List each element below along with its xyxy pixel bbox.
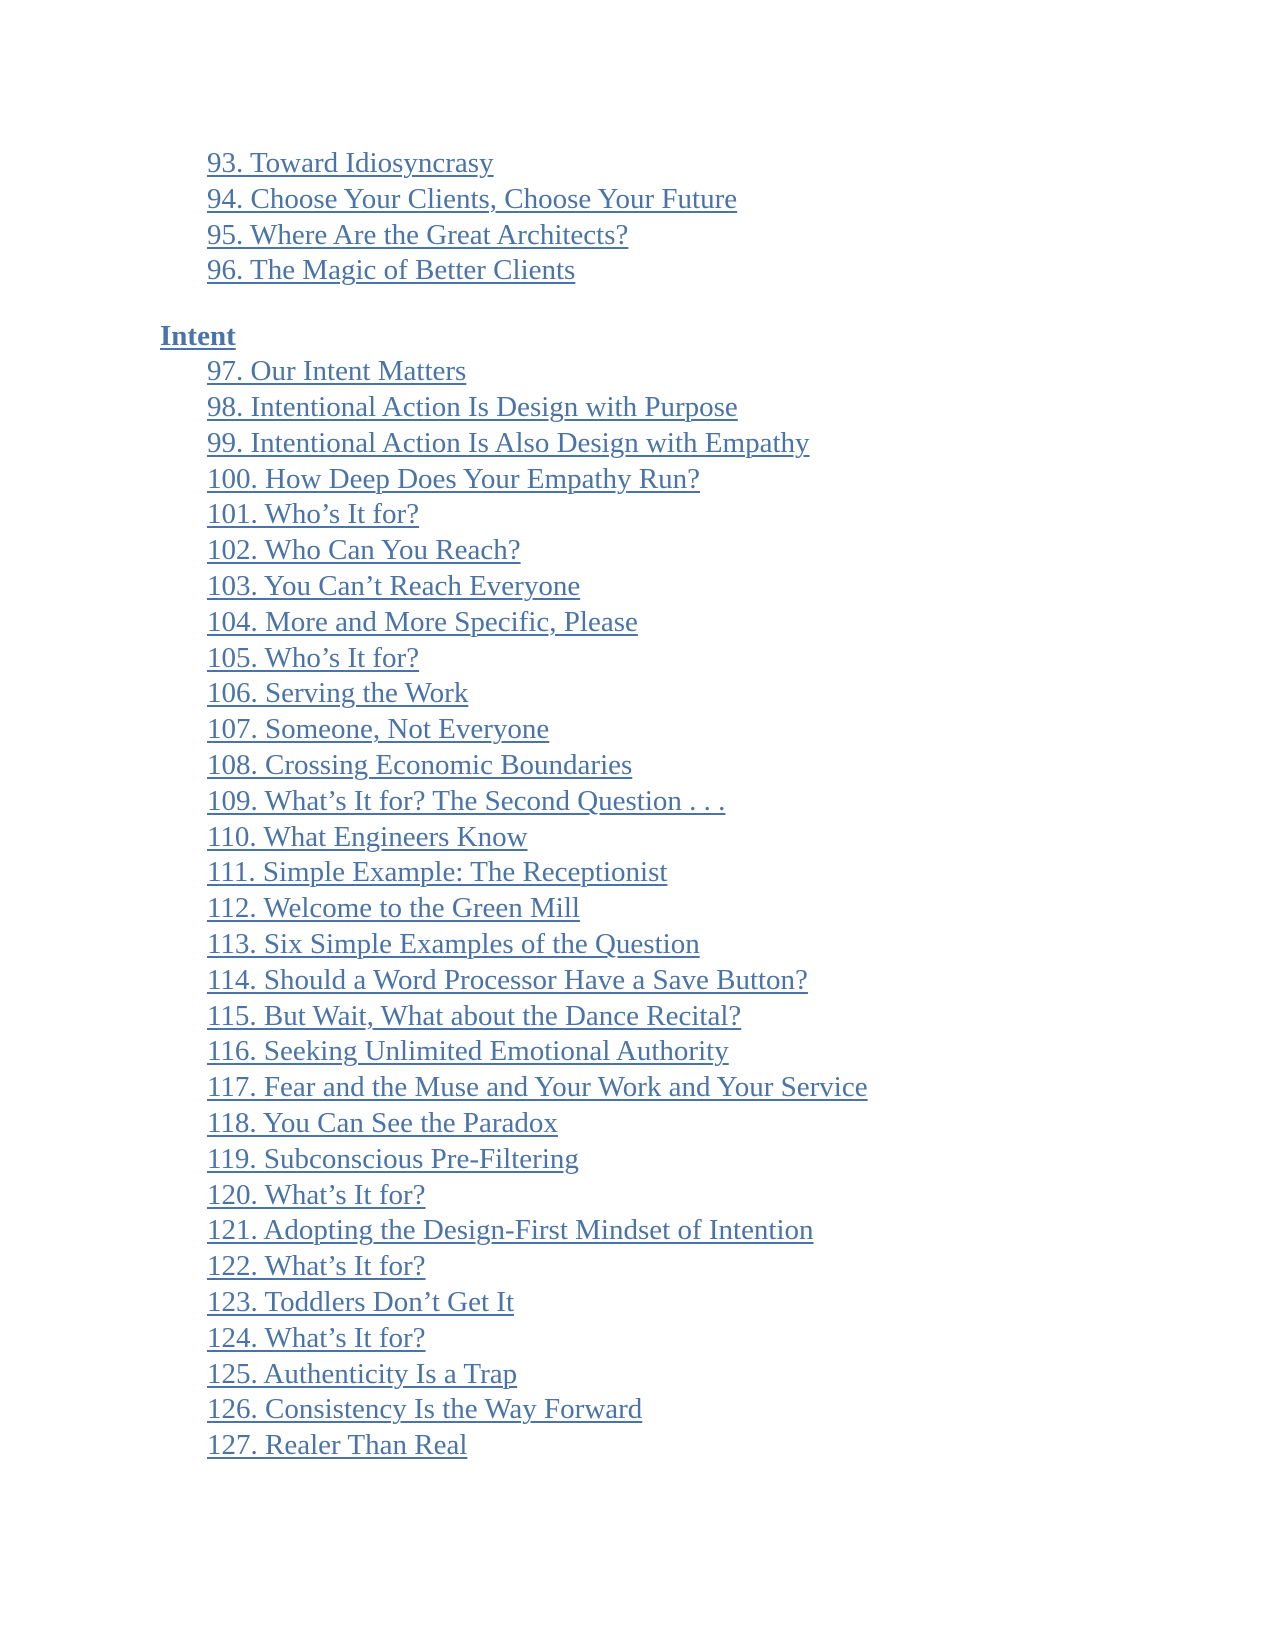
toc-entry-link[interactable]: 94. Choose Your Clients, Choose Your Future (207, 182, 738, 215)
toc-entry-link[interactable]: 95. Where Are the Great Architects? (207, 218, 629, 251)
toc-entry-link[interactable]: 121. Adopting the Design-First Mindset of Intention (207, 1214, 814, 1247)
toc-entry-link[interactable]: 116. Seeking Unlimited Emotional Authority (207, 1035, 729, 1068)
toc-entry-link[interactable]: 114. Should a Word Processor Have a Save Button? (207, 963, 808, 996)
toc-section-heading-intent[interactable]: Intent (160, 320, 236, 353)
toc-entry-link[interactable]: 108. Crossing Economic Boundaries (207, 748, 633, 781)
toc-entry-link[interactable]: 101. Who’s It for? (207, 498, 420, 531)
toc-entry-link[interactable]: 124. What’s It for? (207, 1321, 426, 1354)
toc-entry-link[interactable]: 100. How Deep Does Your Empathy Run? (207, 462, 700, 495)
toc-entry-link[interactable]: 111. Simple Example: The Receptionist (207, 856, 668, 889)
toc-entry-link[interactable]: 119. Subconscious Pre-Filtering (207, 1142, 579, 1175)
toc-entry-link[interactable]: 110. What Engineers Know (207, 820, 528, 853)
toc-entry-link[interactable]: 104. More and More Specific, Please (207, 605, 638, 638)
toc-entry-link[interactable]: 96. The Magic of Better Clients (207, 254, 576, 287)
toc-entry-link[interactable]: 99. Intentional Action Is Also Design with Empathy (207, 426, 810, 459)
toc-entry-link[interactable]: 109. What’s It for? The Second Question . . . (207, 784, 726, 817)
toc-entry-link[interactable]: 105. Who’s It for? (207, 641, 420, 674)
toc-entry-link[interactable]: 97. Our Intent Matters (207, 355, 467, 388)
toc-entry-link[interactable]: 125. Authenticity Is a Trap (207, 1357, 518, 1390)
toc-entry-link[interactable]: 118. You Can See the Paradox (207, 1106, 558, 1139)
toc-entry-link[interactable]: 106. Serving the Work (207, 677, 469, 710)
toc-entry-link[interactable]: 93. Toward Idiosyncrasy (207, 147, 494, 179)
table-of-contents (0, 146, 1275, 1464)
toc-entry-link[interactable]: 123. Toddlers Don’t Get It (207, 1285, 515, 1318)
toc-entry-link[interactable]: 113. Six Simple Examples of the Question (207, 927, 700, 960)
toc-entry-link[interactable]: 115. But Wait, What about the Dance Recital? (207, 999, 742, 1032)
toc-entry-link[interactable]: 107. Someone, Not Everyone (207, 713, 550, 746)
toc-entry-link[interactable]: 103. You Can’t Reach Everyone (207, 569, 581, 602)
toc-entry-link[interactable]: 126. Consistency Is the Way Forward (207, 1393, 643, 1426)
toc-entry-link[interactable]: 127. Realer Than Real (207, 1429, 468, 1462)
toc-section-entries (0, 354, 1275, 1464)
toc-entry-link[interactable]: 120. What’s It for? (207, 1178, 426, 1211)
toc-entry-link[interactable]: 122. What’s It for? (207, 1250, 426, 1283)
toc-entry-link[interactable]: 117. Fear and the Muse and Your Work and Your Service (207, 1071, 868, 1104)
toc-entry-link[interactable]: 98. Intentional Action Is Design with Purpose (207, 390, 738, 423)
toc-prior-entries (0, 146, 1275, 289)
toc-entry-link[interactable]: 102. Who Can You Reach? (207, 534, 521, 567)
toc-entry-link[interactable]: 112. Welcome to the Green Mill (207, 892, 580, 925)
